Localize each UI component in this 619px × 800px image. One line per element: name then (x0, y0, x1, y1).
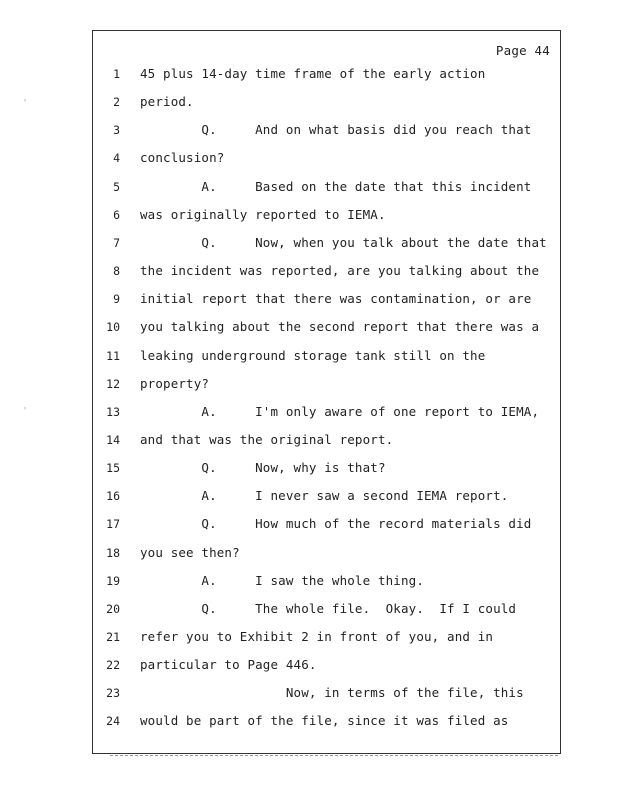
margin-speck: ˌ (22, 400, 29, 411)
line-number: 8 (113, 264, 120, 279)
line-number: 3 (113, 123, 120, 138)
line-number: 19 (106, 573, 120, 588)
line-number: 22 (106, 658, 120, 673)
transcript-line: and that was the original report. (140, 431, 394, 447)
page-number: Page 44 (495, 43, 550, 58)
transcript-line: particular to Page 446. (140, 657, 317, 673)
line-number: 18 (106, 545, 120, 560)
transcript-line: A. I saw the whole thing. (140, 572, 424, 588)
line-number: 6 (113, 207, 120, 222)
transcript-line: 45 plus 14-day time frame of the early action (140, 66, 486, 81)
footer-rule (110, 755, 558, 756)
line-number: 16 (106, 489, 120, 504)
line-number: 4 (113, 151, 120, 166)
transcript-line: period. (140, 94, 194, 110)
line-number: 13 (106, 404, 120, 419)
transcript-line: Q. And on what basis did you reach that (140, 122, 532, 138)
transcript-line: refer you to Exhibit 2 in front of you, and in (140, 629, 494, 644)
transcript-line: you talking about the second report that there was a (140, 319, 540, 335)
line-number: 7 (113, 235, 120, 250)
line-number: 9 (113, 292, 120, 307)
transcript-line: Now, in terms of the file, this (140, 685, 524, 701)
transcript-line: Q. How much of the record materials did (140, 516, 532, 532)
transcript-line: the incident was reported, are you talking about the (140, 263, 540, 279)
transcript-line: would be part of the file, since it was filed as (140, 713, 509, 729)
margin-speck: ˌ (22, 92, 29, 103)
transcript-line: Q. Now, why is that? (140, 460, 386, 476)
line-number: 23 (106, 686, 120, 701)
transcript-line: was originally reported to IEMA. (140, 206, 386, 222)
transcript-line: property? (140, 375, 210, 391)
line-number: 1 (113, 67, 120, 81)
line-number: 12 (106, 376, 120, 391)
transcript-line: leaking underground storage tank still on the (140, 347, 486, 363)
line-number: 17 (106, 517, 120, 532)
line-number: 21 (106, 630, 120, 644)
line-number: 14 (106, 432, 120, 447)
transcript-line: initial report that there was contamination, or are (140, 291, 532, 307)
transcript-line: A. I'm only aware of one report to IEMA, (140, 403, 540, 419)
line-number: 2 (113, 95, 120, 110)
transcript-line: you see then? (140, 544, 240, 560)
line-number: 5 (113, 179, 120, 194)
line-number: 20 (106, 601, 120, 616)
transcript-page (92, 30, 561, 754)
transcript-line: A. Based on the date that this incident (140, 178, 532, 194)
transcript-line: A. I never saw a second IEMA report. (140, 488, 509, 504)
line-number: 15 (106, 461, 120, 476)
line-number: 24 (106, 714, 120, 729)
line-number: 11 (106, 348, 120, 363)
transcript-line: conclusion? (140, 150, 225, 166)
transcript-line: Q. The whole file. Okay. If I could (140, 600, 517, 616)
line-number: 10 (106, 320, 120, 335)
transcript-line: Q. Now, when you talk about the date that (140, 234, 547, 250)
